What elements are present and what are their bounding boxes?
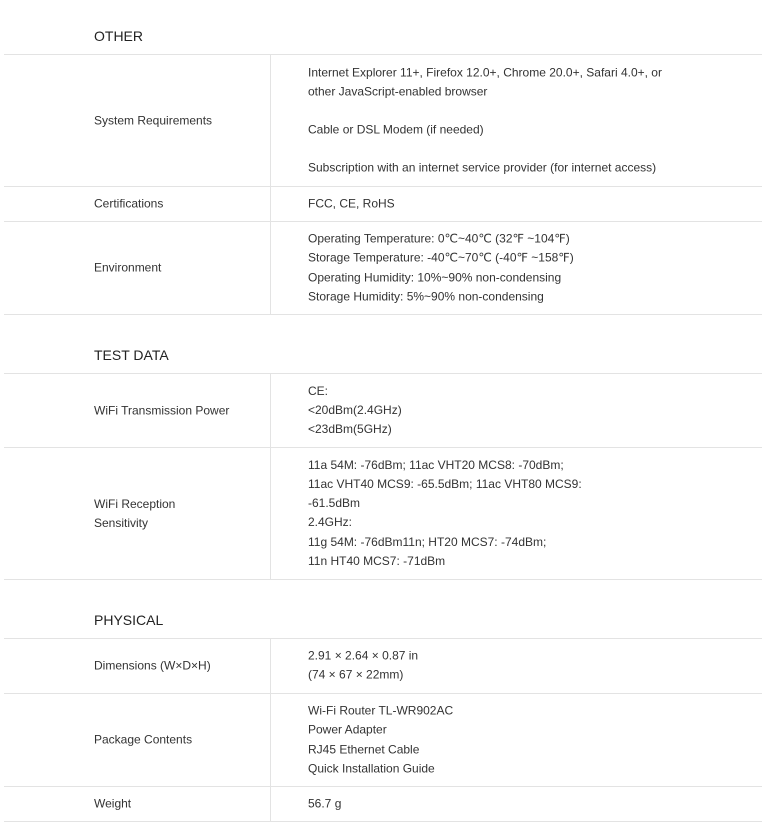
spec-row-dimensions: [4, 639, 762, 694]
spec-value-line: Operating Humidity: 10%~90% non-condensing: [308, 270, 562, 284]
spec-value: [308, 456, 708, 572]
spec-row-system-requirements: [4, 55, 762, 187]
spec-value-line: other JavaScript-enabled browser: [308, 84, 488, 99]
spec-value: [308, 794, 708, 813]
spec-value: [308, 229, 708, 306]
spec-label-line: WiFi Reception: [94, 496, 176, 511]
spec-value-line: Internet Explorer 11+, Firefox 12.0+, Chrome 20.0+, Safari 4.0+, or: [308, 64, 662, 79]
spec-value-spacer: [308, 140, 708, 159]
spec-value-line: -61.5dBm: [308, 496, 361, 511]
spec-value: [308, 382, 708, 440]
spec-value-line: 2.4GHz:: [308, 515, 353, 530]
spec-value-line: Subscription with an internet service provider (for internet access): [308, 160, 657, 175]
spec-value: [308, 63, 708, 178]
spec-row-package-contents: [4, 694, 762, 787]
spec-label: System Requirements: [94, 113, 213, 127]
spec-row-environment: [4, 222, 762, 315]
spec-value-line: Storage Temperature: -40℃~70℃ (-40℉ ~158℉): [308, 250, 574, 265]
spec-value-line: FCC, CE, RoHS: [308, 196, 395, 211]
spec-row-certifications: [4, 187, 762, 222]
section-title-physical: PHYSICAL: [94, 612, 164, 628]
spec-table-physical: [4, 638, 762, 822]
spec-table-other: [4, 54, 762, 315]
column-divider: [270, 448, 271, 579]
spec-label-line: Sensitivity: [94, 515, 149, 530]
column-divider: [270, 222, 271, 314]
spec-value-line: Quick Installation Guide: [308, 761, 435, 776]
spec-label: Environment: [94, 260, 162, 275]
spec-value-line: 11ac VHT40 MCS9: -65.5dBm; 11ac VHT80 MCS9:: [308, 476, 582, 491]
spec-value-line: Cable or DSL Modem (if needed): [308, 122, 484, 137]
spec-value: [308, 194, 708, 213]
column-divider: [270, 639, 271, 693]
spec-value-line: Wi-Fi Router TL-WR902AC: [308, 703, 454, 718]
column-divider: [270, 187, 271, 221]
spec-value-line: CE:: [308, 383, 329, 398]
column-divider: [270, 694, 271, 786]
spec-value-line: 11g 54M: -76dBm11n; HT20 MCS7: -74dBm;: [308, 534, 547, 549]
section-title-other: OTHER: [94, 28, 143, 44]
column-divider: [270, 55, 271, 186]
spec-label: Certifications: [94, 196, 164, 211]
section-title-test-data: TEST DATA: [94, 347, 169, 363]
spec-row-wifi-transmission-power: [4, 374, 762, 448]
spec-value-line: 11a 54M: -76dBm; 11ac VHT20 MCS8: -70dBm;: [308, 457, 564, 472]
spec-value-spacer: [308, 102, 708, 121]
spec-label: Package Contents: [94, 732, 193, 747]
column-divider: [270, 374, 271, 447]
spec-value-line: Operating Temperature: 0℃~40℃ (32℉ ~104℉): [308, 231, 570, 246]
spec-value-line: <20dBm(2.4GHz): [308, 402, 402, 417]
spec-value-line: 56.7 g: [308, 796, 342, 811]
spec-value-line: Storage Humidity: 5%~90% non-condensing: [308, 289, 544, 304]
spec-value: [308, 647, 708, 686]
spec-row-weight: [4, 787, 762, 822]
spec-value-line: 2.91 × 2.64 × 0.87 in: [308, 648, 419, 663]
spec-label: [94, 495, 254, 533]
spec-value: [308, 701, 708, 778]
spec-value-line: 11n HT40 MCS7: -71dBm: [308, 554, 446, 569]
spec-value-line: RJ45 Ethernet Cable: [308, 742, 420, 756]
spec-label: Dimensions (W×D×H): [94, 658, 211, 673]
spec-label: WiFi Transmission Power: [94, 403, 230, 417]
spec-value-line: (74 × 67 × 22mm): [308, 668, 404, 682]
spec-label: Weight: [94, 796, 132, 811]
spec-table-test-data: [4, 373, 762, 580]
column-divider: [270, 787, 271, 821]
spec-value-line: <23dBm(5GHz): [308, 422, 392, 437]
spec-row-wifi-reception-sensitivity: [4, 448, 762, 580]
spec-value-line: Power Adapter: [308, 722, 387, 737]
